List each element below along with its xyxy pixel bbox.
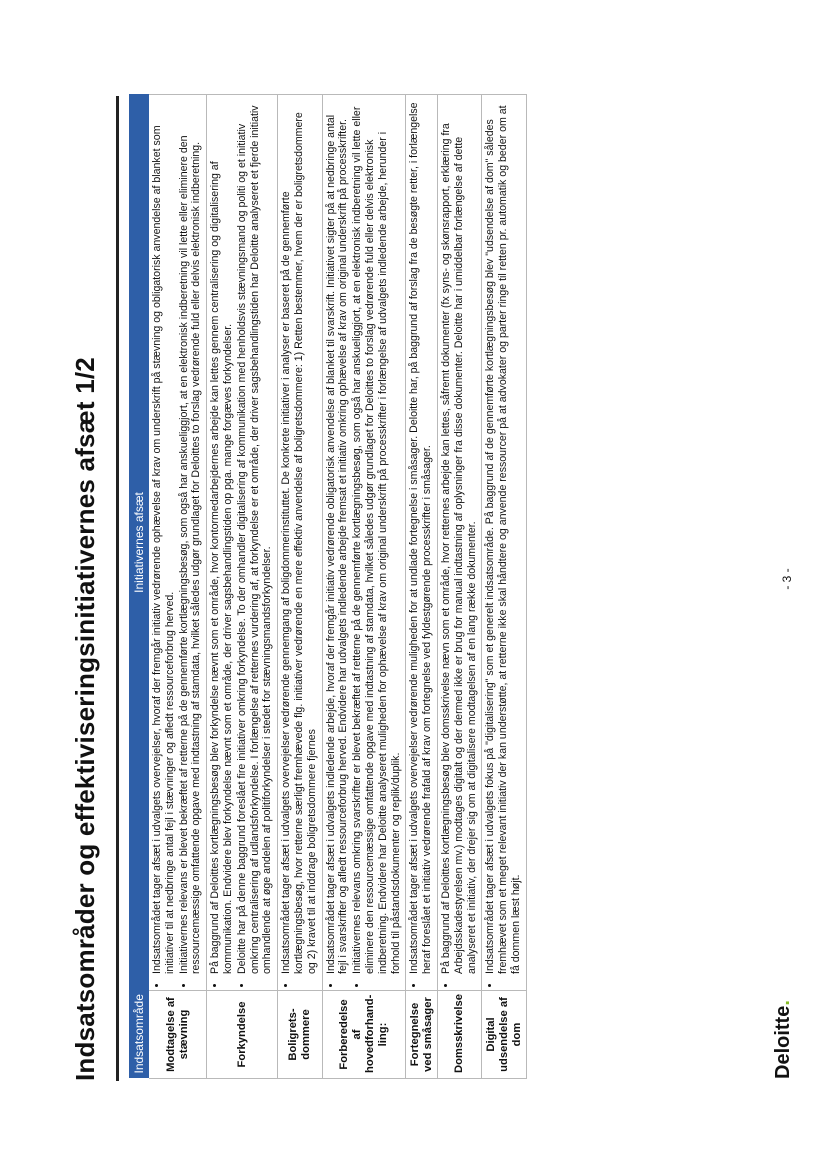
logo-text: Deloitte (772, 1005, 794, 1079)
bullet-item: • Initiativernes relevans er blevet bekræftet af retterne på de gennemførte kortlægningsbesøg, som også har anskueliggjort, at en elektronisk indberetning vil lette eller eliminere den ressourcemæssige omfattende opgave med indtastning af stamdata, hvilket således udgør grundlaget for Deloittes to forslag vedrørende fuld eller delvis elektronisk indberetning. (178, 100, 204, 974)
bullet-list (408, 100, 434, 985)
bullet-list (209, 100, 274, 985)
bullet-item: • Indsatsområdet tager afsæt i udvalgets overvejelser vedrørende muligheden for at undlade fortegnelse i småsager. Deloitte har, på baggrund af forslag fra de besøgte retter, i forlængelse heraf foreslået et initiativ vedrørende frafald af krav om fortegnelse ved fyldestgørende processkrifter i småsager. (408, 100, 434, 974)
table-body (149, 95, 526, 1079)
title-rule (116, 96, 119, 1081)
header-area: Indsatsområde (129, 991, 149, 1079)
table-row (406, 95, 438, 1079)
page-title: Indsatsområder og effektiviseringsinitiativernes afsæt 1/2 (70, 357, 100, 1081)
bullet-item: • Indsatsområdet tager afsæt i udvalgets indledende arbejde, hvoraf der fremgår initiativ vedrørende obligatorisk anvendelse af blanket til svarskrift. Initiativet sigter på at nedbringe antal fejl i svarskrifter og afledt ressourceforbrug herved. Endvidere har udvalgets indledende arbejde fremsat et initiativ omkring ophævelse af krav om original underskrift på processkrifter. (325, 100, 351, 974)
table-row (482, 95, 526, 1079)
bullet-item: • Indsatsområdet tager afsæt i udvalgets overvejelser, hvoraf der fremgår initiativ vedrørende ophævelse af krav om underskrift på stævning og obligatorisk anvendelse af blanket som initiativer til at nedbringe antal fejl i stævninger og afledt ressourceforbrug herved. (151, 100, 177, 974)
bullet-item: • Deloitte har på denne baggrund foreslået fire initiativer omkring forkyndelse. To der omhandler digitalisering af kommunikation med henholdsvis stævningsmand og politi og et initiativ omkring centralisering af udlandsforkyndelse. I forlængelse af retternes vurdering af, at forkyndelse er et område, der driver sagsbehandlingstiden har Deloitte analyseret et fjerde initiativ omhandlende at øge andelen af politiforkyndelser i stedet for stævningsmandsforkyndelser. (236, 100, 274, 974)
table-row (322, 95, 406, 1079)
area-cell: Boligrets- dommere (278, 991, 322, 1079)
area-cell: Digital udsendelse af dom (482, 991, 526, 1079)
bullet-list (440, 100, 478, 985)
bullet-item: • På baggrund af Deloittes kortlægningsbesøg blev domsskrivelse nævn som et område, hvor retternes arbejde kan lettes, såfremt dokumenter (fx syns- og skønsrapport, erklæring fra Arbejdsskadestyrelsen mv.) modtages digitalt og der dermed ikke er brug for manual indtastning af oplysninger fra disse dokumenter. Deloitte har i umiddelbar forlængelse af dette analyseret et initiativ, der drejer sig om at digitalisere modtagelsen af en lang række dokumenter. (440, 100, 478, 974)
table-row (437, 95, 481, 1079)
table-row (149, 95, 207, 1079)
page-number: - 3 - (780, 568, 794, 590)
bullet-item: • Indsatsområdet tager afsæt i udvalgets fokus på "digitalisering" som et generelt indsatsområde. På baggrund af de gennemførte kortlægningsbesøg blev "udsendelse af dom" således fremhævet som et meget relevant initiativ der kan understøtte, at retterne ikke skal håndtere og anvende ressourcer på at advokater og parter ringe til retten pr. automatik og beder om at få dommen læst højt. (484, 100, 522, 974)
bullet-item: • Initiativernes relevans omkring svarskrifter er blevet bekræftet af retterne på de gennemførte kortlægningsbesøg, som også har anskueliggjort, at en elektronisk indberetning vil lette eller eliminere den ressourcemæssige omfattende opgave med indtastning af stamdata, hvilket således udgør grundlaget for Deloittes to forslag vedrørende fuld eller delvis elektronisk indberetning. Endvidere har Deloitte analyseret muligheden for ophævelse af krav om original underskrift på processkrifter i forlængelse af udvalgets indledende arbejde, herunder i forhold til påstandsdokumenter og replik/duplik. (351, 100, 402, 974)
logo-dot: . (772, 1000, 794, 1006)
initiatives-cell (437, 95, 481, 991)
area-cell: Fortegnelse ved småsager (406, 991, 438, 1079)
initiatives-table (129, 94, 527, 1079)
area-cell: Modtagelse af stævning (149, 991, 207, 1079)
header-initiatives: Initiativernes afsæt (129, 95, 149, 991)
initiatives-cell (322, 95, 406, 991)
initiatives-cell (149, 95, 207, 991)
area-cell: Forkyndelse (207, 991, 278, 1079)
bullet-item: • Indsatsområdet tager afsæt i udvalgets overvejelser vedrørende gennemgang af boligdommerinstituttet. De konkrete initiativer i analyser er baseret på de gennemførte kortlægningsbesøg, hvor retterne særligt fremhævede flg. initiativer vedrørende en mere effektiv anvendelse af boligretsdommere: 1) Retten bestemmer, hvem der er boligretsdommere og 2) kravet til at inddrage boligretsdommere fjernes (280, 100, 318, 974)
area-cell: Domsskrivelse (437, 991, 481, 1079)
bullet-item: • På baggrund af Deloittes kortlægningsbesøg blev forkyndelse nævnt som et område, hvor kontormedarbejdernes arbejde kan lettes gennem centralisering og digitalisering af kommunikation. Endvidere blev forkyndelse nævnt som et område, der driver sagsbehandlingstiden op pga. mange forgæves forkyndelser. (209, 100, 235, 974)
initiatives-cell (207, 95, 278, 991)
initiatives-cell (406, 95, 438, 991)
table-row (278, 95, 322, 1079)
table-header-row (129, 95, 149, 1079)
bullet-list (280, 100, 318, 985)
deloitte-logo (772, 1000, 795, 1079)
initiatives-cell (278, 95, 322, 991)
bullet-list (151, 100, 203, 985)
area-cell: Forberedelse af hovedforhand- ling: (322, 991, 406, 1079)
bullet-list (325, 100, 403, 985)
bullet-list (484, 100, 522, 985)
table-row (207, 95, 278, 1079)
initiatives-cell (482, 95, 526, 991)
